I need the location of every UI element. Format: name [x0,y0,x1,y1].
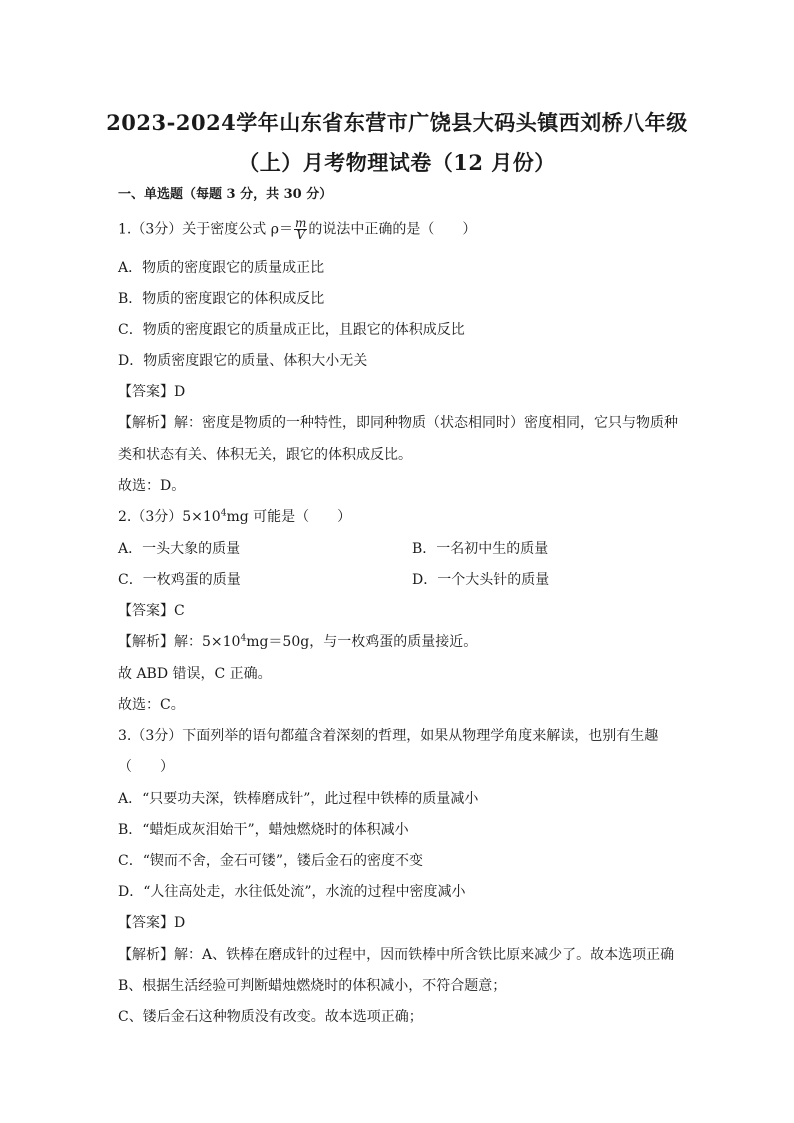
question-2-analysis [118,633,477,651]
question-2-exponent: 4 [220,508,227,519]
question-1-stem-end: 的说法中正确的是（ ） [308,221,477,238]
density-formula-fraction [294,218,307,241]
question-3-option-a: A．“只要功夫深，铁棒磨成针”，此过程中铁棒的质量减小 [118,791,479,807]
question-3-option-c: C．“锲而不舍，金石可镂”，镂后金石的密度不变 [118,853,424,869]
question-2-option-c: C．一枚鸡蛋的质量 [118,572,241,588]
question-2-stem-end: mg 可能是（ ） [226,509,352,525]
question-1-option-b: B．物质的密度跟它的体积成反比 [118,291,325,307]
question-1-stem-start: 1.（3分）关于密度公式 ρ＝ [118,221,293,238]
question-2-conclusion: 故选：C。 [118,697,185,713]
document-title-line-2: （上）月考物理试卷（12 月份） [238,150,556,175]
question-3-answer: 【答案】D [118,915,186,931]
question-2-analysis-end: mg＝50g，与一枚鸡蛋的质量接近。 [246,634,478,650]
question-2-option-a: A．一头大象的质量 [118,541,241,557]
question-2-analysis-exponent: 4 [240,633,247,644]
question-2-analysis-start: 【解析】解：5×10 [118,634,241,650]
question-1-analysis-line-1: 【解析】解：密度是物质的一种特性，即同种物质（状态相同时）密度相同，它只与物质种 [118,415,678,431]
question-1-analysis-line-2: 类和状态有关、体积无关，跟它的体积成反比。 [118,447,412,463]
question-2-stem-start: 2.（3分）5×10 [118,509,221,525]
question-3-analysis-line-3: C、镂后金石这种物质没有改变。故本选项正确； [118,1009,423,1025]
question-3-option-b: B．“蜡炬成灰泪始干”，蜡烛燃烧时的体积减小 [118,822,409,838]
question-2-option-b: B．一名初中生的质量 [412,541,549,557]
question-1-option-c: C．物质的密度跟它的质量成正比，且跟它的体积成反比 [118,322,465,338]
question-1-option-d: D．物质密度跟它的质量、体积大小无关 [118,353,368,369]
formula-numerator: m [294,216,307,230]
question-2-stem [118,508,351,526]
question-2-answer: 【答案】C [118,603,185,619]
question-2-option-d: D．一个大头针的质量 [412,572,550,588]
question-1-stem [118,218,476,241]
formula-denominator: V [296,228,305,242]
question-1-conclusion: 故选：D。 [118,478,186,494]
question-1-option-a: A．物质的密度跟它的质量成正比 [118,260,325,276]
document-title-line-1: 2023-2024学年山东省东营市广饶县大码头镇西刘桥八年级 [106,110,688,135]
question-3-option-d: D．“人往高处走，水往低处流”，水流的过程中密度减小 [118,884,466,900]
question-3-stem-line-1: 3.（3分）下面列举的语句都蕴含着深刻的哲理，如果从物理学角度来解读，也别有生趣 [118,728,659,744]
question-3-stem-line-2: （ ） [118,759,174,775]
question-3-analysis-line-2: B、根据生活经验可判断蜡烛燃烧时的体积减小，不符合题意； [118,978,507,994]
question-2-note: 故 ABD 错误，C 正确。 [118,666,272,682]
section-heading: 一、单选题（每题 3 分，共 30 分） [118,187,333,202]
question-3-analysis-line-1: 【解析】解：A、铁棒在磨成针的过程中，因而铁棒中所含铁比原来减少了。故本选项正确 [118,947,675,963]
question-1-answer: 【答案】D [118,384,186,400]
